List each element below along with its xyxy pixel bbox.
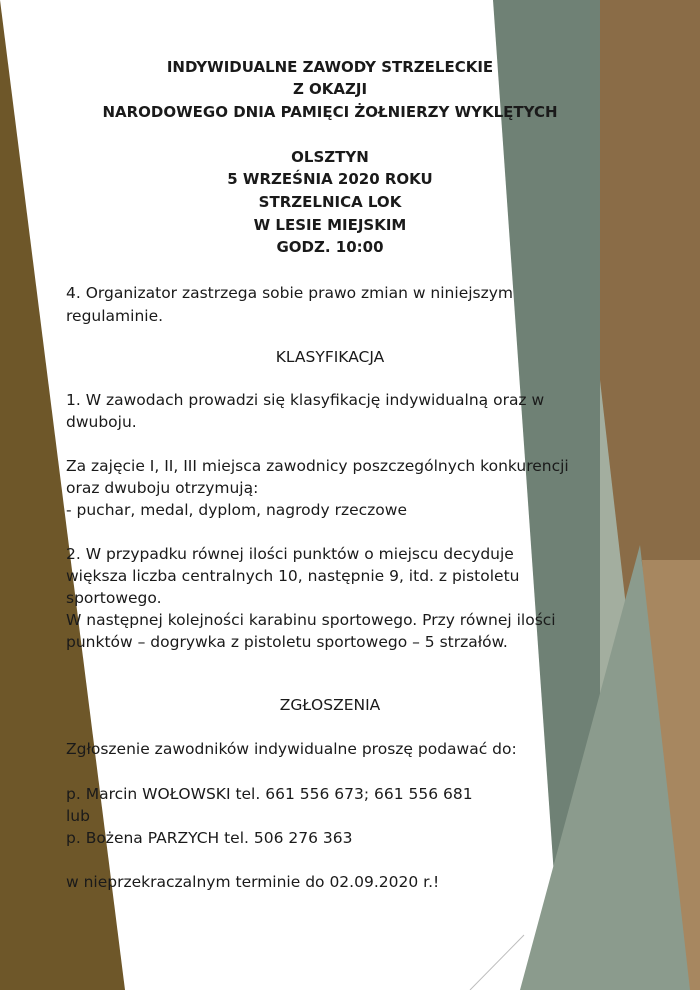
- classification-p2-line-1: Za zajęcie I, II, III miejsca zawodnicy poszczególnych konkurencji: [66, 457, 569, 475]
- classification-p1-line-2: dwuboju.: [66, 413, 137, 431]
- classification-p1-line-1: 1. W zawodach prowadzi się klasyfikację indywidualną oraz w: [66, 391, 545, 409]
- classification-p2-line-3: - puchar, medal, dyplom, nagrody rzeczowe: [66, 501, 407, 519]
- registration-contact-2: p. Bożena PARZYCH tel. 506 276 363: [66, 829, 353, 847]
- registration-intro: Zgłoszenie zawodników indywidualne proszę podawać do:: [66, 740, 517, 758]
- classification-p2-line-2: oraz dwuboju otrzymują:: [66, 479, 259, 497]
- event-venue-detail: W LESIE MIEJSKIM: [253, 216, 407, 234]
- classification-heading: KLASYFIKACJA: [275, 348, 385, 366]
- classification-p3-line-4: W następnej kolejności karabinu sportowego. Przy równej ilości: [66, 611, 556, 629]
- classification-p3-line-5: punktów – dogrywka z pistoletu sportowego – 5 strzałów.: [66, 633, 508, 651]
- classification-p3-line-3: sportowego.: [66, 589, 162, 607]
- event-venue: STRZELNICA LOK: [258, 193, 402, 211]
- classification-p3-line-1: 2. W przypadku równej ilości punktów o miejscu decyduje: [66, 545, 514, 563]
- title-line-2: Z OKAZJI: [292, 80, 368, 98]
- rule4-line-1: 4. Organizator zastrzega sobie prawo zmian w niniejszym: [66, 284, 514, 302]
- event-date: 5 WRZEŚNIA 2020 ROKU: [227, 170, 433, 188]
- title-line-1: INDYWIDUALNE ZAWODY STRZELECKIE: [166, 58, 494, 76]
- registration-deadline: w nieprzekraczalnym terminie do 02.09.2020 r.!: [66, 873, 440, 891]
- registration-contact-1: p. Marcin WOŁOWSKI tel. 661 556 673; 661 556 681: [66, 785, 473, 803]
- event-city: OLSZTYN: [291, 148, 369, 166]
- event-time: GODZ. 10:00: [276, 238, 384, 256]
- registration-heading: ZGŁOSZENIA: [279, 696, 381, 714]
- classification-p3-line-2: większa liczba centralnych 10, następnie 9, itd. z pistoletu: [66, 567, 520, 585]
- title-line-3: NARODOWEGO DNIA PAMIĘCI ŻOŁNIERZY WYKLĘTYCH: [102, 103, 558, 121]
- registration-or: lub: [66, 807, 90, 825]
- rule4-line-2: regulaminie.: [66, 307, 164, 325]
